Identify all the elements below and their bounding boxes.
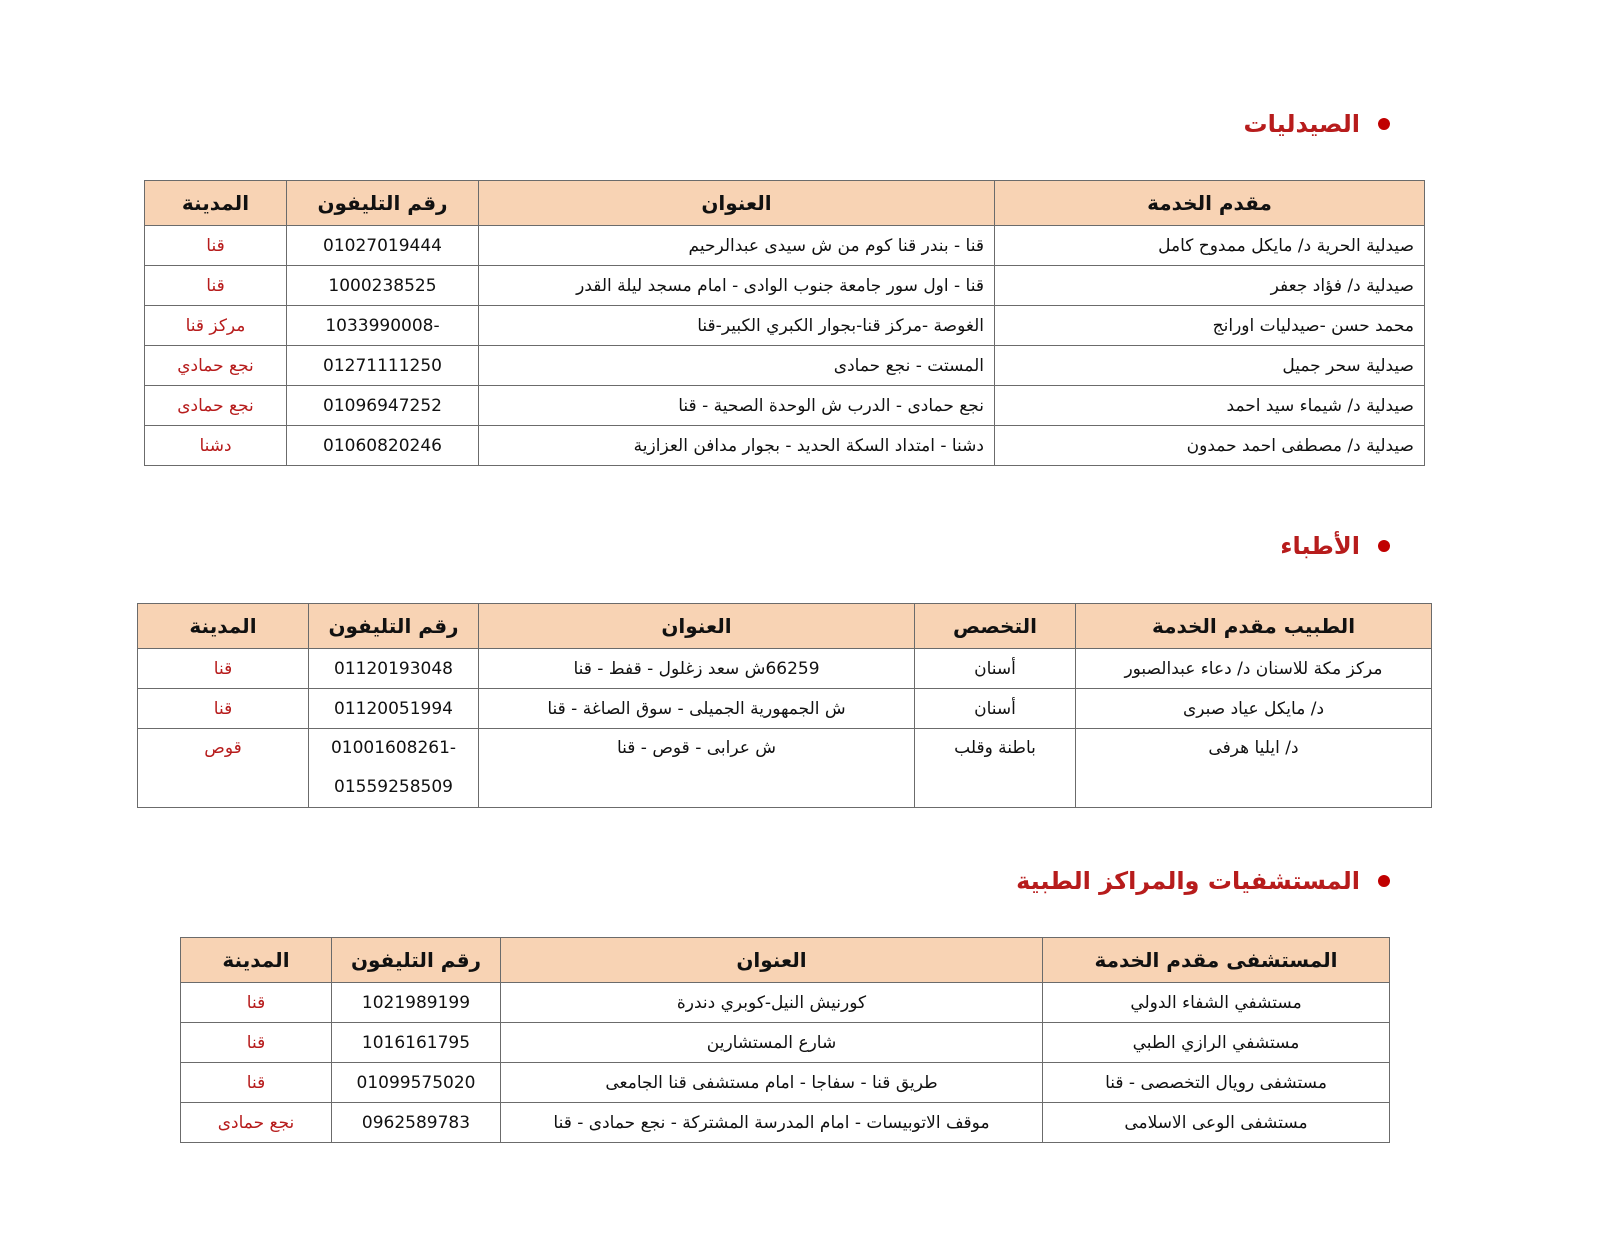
table-row <box>145 306 1425 346</box>
column-header: العنوان <box>501 938 1043 983</box>
hospitals-table <box>180 937 1390 1143</box>
table-cell: صيدلية الحرية د/ مايكل ممدوح كامل <box>995 226 1425 266</box>
pharmacies-table <box>144 180 1425 466</box>
table-cell: كورنيش النيل-كوبري دندرة <box>501 983 1043 1023</box>
table-row <box>181 1063 1390 1103</box>
header-row <box>138 604 1432 649</box>
phone-cell: 01096947252 <box>287 386 479 426</box>
table-cell: أسنان <box>915 689 1076 729</box>
table-cell: قنا - اول سور جامعة جنوب الوادى - امام مسجد ليلة القدر <box>479 266 995 306</box>
city-cell: قنا <box>181 1023 332 1063</box>
city-cell: دشنا <box>145 426 287 466</box>
column-header: التخصص <box>915 604 1076 649</box>
table-cell: ش الجمهورية الجميلى - سوق الصاغة - قنا <box>479 689 915 729</box>
table-cell: مستشفى رويال التخصصى - قنا <box>1043 1063 1390 1103</box>
table-cell: صيدلية د/ فؤاد جعفر <box>995 266 1425 306</box>
table-cell: د/ ايليا هرفى <box>1076 729 1432 808</box>
table-row <box>138 649 1432 689</box>
phone-cell: 01271111250 <box>287 346 479 386</box>
table-cell: محمد حسن -صيدليات اورانج <box>995 306 1425 346</box>
section-heading-hospitals <box>1016 867 1390 895</box>
column-header: المدينة <box>181 938 332 983</box>
section-title: الأطباء <box>1280 532 1360 560</box>
city-cell: نجع حمادى <box>181 1103 332 1143</box>
table-cell: طريق قنا - سفاجا - امام مستشفى قنا الجامعى <box>501 1063 1043 1103</box>
table-row <box>145 426 1425 466</box>
table-cell: شارع المستشارين <box>501 1023 1043 1063</box>
city-cell: قنا <box>138 649 309 689</box>
table-row <box>181 983 1390 1023</box>
section-title: المستشفيات والمراكز الطبية <box>1016 867 1360 895</box>
column-header: رقم التليفون <box>287 181 479 226</box>
phone-cell: 1021989199 <box>332 983 501 1023</box>
table-cell: الغوصة -مركز قنا-بجوار الكبري الكبير-قنا <box>479 306 995 346</box>
column-header: المستشفى مقدم الخدمة <box>1043 938 1390 983</box>
city-cell: قنا <box>181 1063 332 1103</box>
table-cell: ش عرابى - قوص - قنا <box>479 729 915 808</box>
city-cell: نجع حمادى <box>145 386 287 426</box>
phone-cell: 01027019444 <box>287 226 479 266</box>
table-cell: قنا - بندر قنا كوم من ش سيدى عبدالرحيم <box>479 226 995 266</box>
table-cell: مستشفى الوعى الاسلامى <box>1043 1103 1390 1143</box>
table-cell: مركز مكة للاسنان د/ دعاء عبدالصبور <box>1076 649 1432 689</box>
column-header: رقم التليفون <box>309 604 479 649</box>
table-cell: صيدلية د/ مصطفى احمد حمدون <box>995 426 1425 466</box>
table-row <box>145 226 1425 266</box>
table-cell: صيدلية د/ شيماء سيد احمد <box>995 386 1425 426</box>
city-cell: قنا <box>138 689 309 729</box>
table-cell: مستشفي الرازي الطبي <box>1043 1023 1390 1063</box>
table-row <box>138 729 1432 808</box>
table-cell: دشنا - امتداد السكة الحديد - بجوار مدافن العزازية <box>479 426 995 466</box>
table-cell: 66259ش سعد زغلول - قفط - قنا <box>479 649 915 689</box>
table-cell: صيدلية سحر جميل <box>995 346 1425 386</box>
table-row <box>145 346 1425 386</box>
bullet-icon <box>1378 118 1390 130</box>
phone-cell: 0962589783 <box>332 1103 501 1143</box>
table-cell: د/ مايكل عياد صبرى <box>1076 689 1432 729</box>
table-cell: مستشفي الشفاء الدولي <box>1043 983 1390 1023</box>
section-title: الصيدليات <box>1243 110 1360 138</box>
doctors-table <box>137 603 1432 808</box>
table-cell: أسنان <box>915 649 1076 689</box>
phone-cell: 01001608261- 01559258509 <box>309 729 479 808</box>
column-header: المدينة <box>138 604 309 649</box>
city-cell: نجع حمادي <box>145 346 287 386</box>
column-header: مقدم الخدمة <box>995 181 1425 226</box>
table-cell: موقف الاتوبيسات - امام المدرسة المشتركة - نجع حمادى - قنا <box>501 1103 1043 1143</box>
table-row <box>145 266 1425 306</box>
column-header: العنوان <box>479 604 915 649</box>
bullet-icon <box>1378 540 1390 552</box>
column-header: المدينة <box>145 181 287 226</box>
city-cell: قنا <box>145 266 287 306</box>
city-cell: قنا <box>145 226 287 266</box>
phone-cell: 1033990008- <box>287 306 479 346</box>
phone-cell: 01060820246 <box>287 426 479 466</box>
table-row <box>181 1023 1390 1063</box>
phone-cell: 1016161795 <box>332 1023 501 1063</box>
phone-cell: 01120051994 <box>309 689 479 729</box>
header-row <box>145 181 1425 226</box>
city-cell: قوص <box>138 729 309 808</box>
phone-cell: 01099575020 <box>332 1063 501 1103</box>
section-heading-pharmacies <box>1244 110 1390 138</box>
section-heading-doctors <box>1280 532 1390 560</box>
city-cell: مركز قنا <box>145 306 287 346</box>
table-cell: نجع حمادى - الدرب ش الوحدة الصحية - قنا <box>479 386 995 426</box>
table-row <box>145 386 1425 426</box>
table-row <box>181 1103 1390 1143</box>
phone-cell: 01120193048 <box>309 649 479 689</box>
table-cell: باطنة وقلب <box>915 729 1076 808</box>
table-cell: المستت - نجع حمادى <box>479 346 995 386</box>
column-header: الطبيب مقدم الخدمة <box>1076 604 1432 649</box>
column-header: رقم التليفون <box>332 938 501 983</box>
phone-cell: 1000238525 <box>287 266 479 306</box>
city-cell: قنا <box>181 983 332 1023</box>
bullet-icon <box>1378 875 1390 887</box>
header-row <box>181 938 1390 983</box>
table-row <box>138 689 1432 729</box>
column-header: العنوان <box>479 181 995 226</box>
